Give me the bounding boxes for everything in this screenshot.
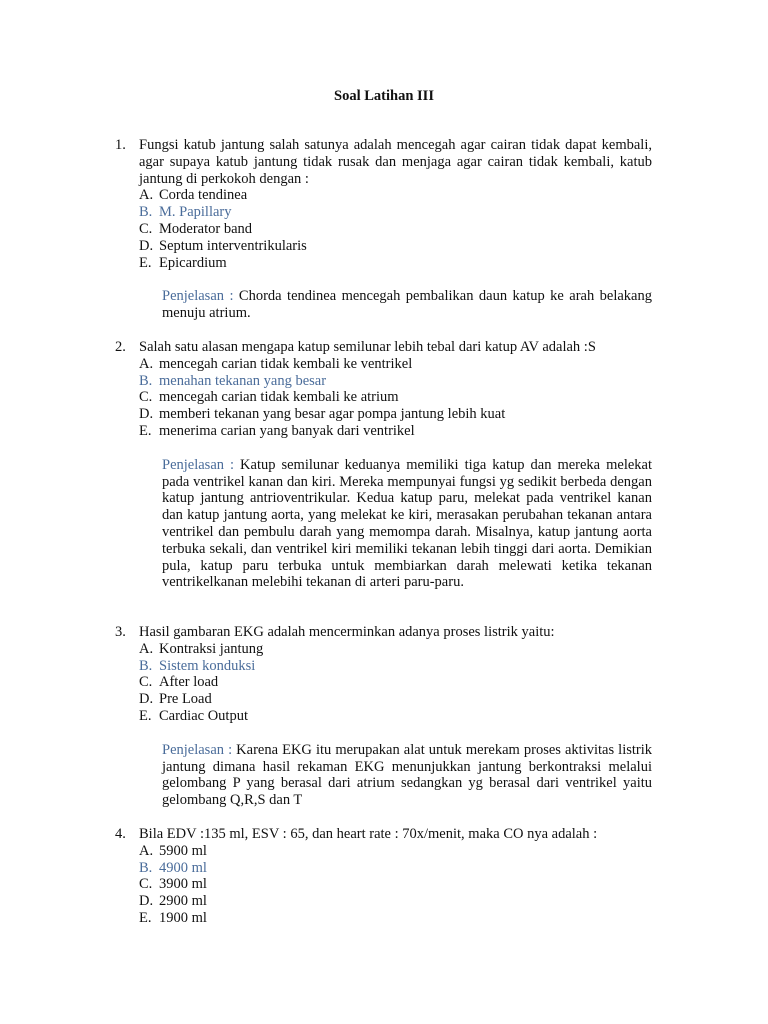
question-number: 4. xyxy=(115,826,126,842)
explanation-text: Chorda tendinea mencegah pembalikan daun katup ke arah belakang menuju atrium. xyxy=(162,288,652,322)
option-list xyxy=(139,187,652,271)
option-text: 5900 ml xyxy=(159,842,207,859)
option-text: 3900 ml xyxy=(159,876,207,893)
question-number: 2. xyxy=(115,339,126,355)
option-letter: C. xyxy=(139,876,153,893)
option-list xyxy=(139,641,652,725)
option-text: menerima carian yang banyak dari ventrikel xyxy=(159,422,415,439)
option-text: Moderator band xyxy=(159,220,253,237)
question-number: 3. xyxy=(115,624,126,640)
option-text: Sistem konduksi xyxy=(159,657,256,674)
question-text: Salah satu alasan mengapa katup semilunar lebih tebal dari katup AV adalah :S xyxy=(139,339,596,355)
option-text: mencegah carian tidak kembali ke ventrikel xyxy=(159,355,413,372)
option-d xyxy=(139,893,652,910)
option-c xyxy=(139,221,652,238)
question-2 xyxy=(115,339,652,591)
page-title: Soal Latihan III xyxy=(334,88,434,104)
option-text: memberi tekanan yang besar agar pompa jantung lebih kuat xyxy=(159,406,506,423)
option-letter: D. xyxy=(139,691,154,708)
option-a xyxy=(139,187,652,204)
option-letter: D. xyxy=(139,893,154,910)
option-c xyxy=(139,876,652,893)
option-b-correct xyxy=(139,860,652,877)
option-e xyxy=(139,910,652,927)
option-list xyxy=(139,356,652,440)
option-d xyxy=(139,691,652,708)
option-letter: B. xyxy=(139,859,153,876)
option-letter: D. xyxy=(139,237,154,254)
option-letter: C. xyxy=(139,674,153,691)
option-text: menahan tekanan yang besar xyxy=(159,372,327,389)
option-text: Kontraksi jantung xyxy=(159,640,264,657)
question-text: Fungsi katub jantung salah satunya adalah mencegah agar cairan tidak dapat kembali, agar supaya katub jantung tidak rusak dan menjaga agar cairan tidak kembali, katub jantung di perkokoh dengan : xyxy=(139,137,652,187)
option-d xyxy=(139,406,652,423)
question-number: 1. xyxy=(115,137,126,153)
option-letter: C. xyxy=(139,220,153,237)
option-a xyxy=(139,356,652,373)
option-letter: A. xyxy=(139,640,154,657)
explanation-text: Katup semilunar keduanya memiliki tiga katup dan mereka melekat pada ventrikel kanan dan kiri. Mereka mempunyai fungsi yg sedikit berbeda dengan katup jantung antrioventrikular. Kedua katup paru, melekat pada ventrikel kanan dan katup jantung aorta, yang melekat ke kiri, merasakan perubahan tekanan antara ventrikel dan pembulu darah yang memompa darah. Misalnya, katup jantung aorta terbuka sekali, dan ventrikel kiri memiliki tekanan lebih tinggi dari aorta. Demikian pula, katup paru terbuka untuk membiarkan darah melewati ketika tekanan ventrikelkanan melebihi tekanan di arteri paru-paru. xyxy=(162,456,653,591)
option-text: mencegah carian tidak kembali ke atrium xyxy=(159,389,399,406)
explanation xyxy=(162,288,652,322)
option-letter: A. xyxy=(139,842,154,859)
option-a xyxy=(139,641,652,658)
option-c xyxy=(139,674,652,691)
option-letter: A. xyxy=(139,187,154,204)
question-text: Hasil gambaran EKG adalah mencerminkan adanya proses listrik yaitu: xyxy=(139,624,555,640)
question-3 xyxy=(115,624,652,809)
option-text: Septum interventrikularis xyxy=(159,237,307,254)
option-text: Epicardium xyxy=(159,254,227,271)
option-text: Corda tendinea xyxy=(159,187,248,204)
option-text: Pre Load xyxy=(159,691,212,708)
explanation xyxy=(162,742,652,809)
option-e xyxy=(139,255,652,272)
explanation-label: Penjelasan : xyxy=(162,288,234,305)
option-letter: E. xyxy=(139,422,152,439)
option-list xyxy=(139,843,652,927)
option-text: M. Papillary xyxy=(159,204,232,221)
option-text: After load xyxy=(159,674,219,691)
option-text: 1900 ml xyxy=(159,909,207,926)
option-letter: D. xyxy=(139,406,154,423)
option-text: 4900 ml xyxy=(159,859,207,876)
option-e xyxy=(139,423,652,440)
option-letter: C. xyxy=(139,389,153,406)
option-b-correct xyxy=(139,373,652,390)
explanation-label: Penjelasan : xyxy=(162,741,233,758)
option-letter: B. xyxy=(139,657,153,674)
option-b-correct xyxy=(139,204,652,221)
explanation xyxy=(162,457,652,591)
question-4 xyxy=(115,826,652,927)
option-letter: A. xyxy=(139,355,154,372)
option-letter: E. xyxy=(139,254,152,271)
explanation-label: Penjelasan : xyxy=(162,456,235,473)
option-e xyxy=(139,708,652,725)
option-c xyxy=(139,389,652,406)
option-letter: E. xyxy=(139,909,152,926)
option-letter: B. xyxy=(139,372,153,389)
explanation-text: Karena EKG itu merupakan alat untuk merekam proses aktivitas listrik jantung dimana hasil rekaman EKG menunjukkan jantung berkontraksi melalui gelombang P yang berasal dari atrium sedangkan yg berasal dari ventrikel yaitu gelombang Q,R,S dan T xyxy=(162,741,653,809)
option-a xyxy=(139,843,652,860)
option-text: 2900 ml xyxy=(159,893,207,910)
option-letter: B. xyxy=(139,204,153,221)
option-letter: E. xyxy=(139,707,152,724)
option-text: Cardiac Output xyxy=(159,707,248,724)
option-b-correct xyxy=(139,658,652,675)
option-d xyxy=(139,238,652,255)
question-1 xyxy=(115,137,652,322)
question-text: Bila EDV :135 ml, ESV : 65, dan heart rate : 70x/menit, maka CO nya adalah : xyxy=(139,826,598,842)
